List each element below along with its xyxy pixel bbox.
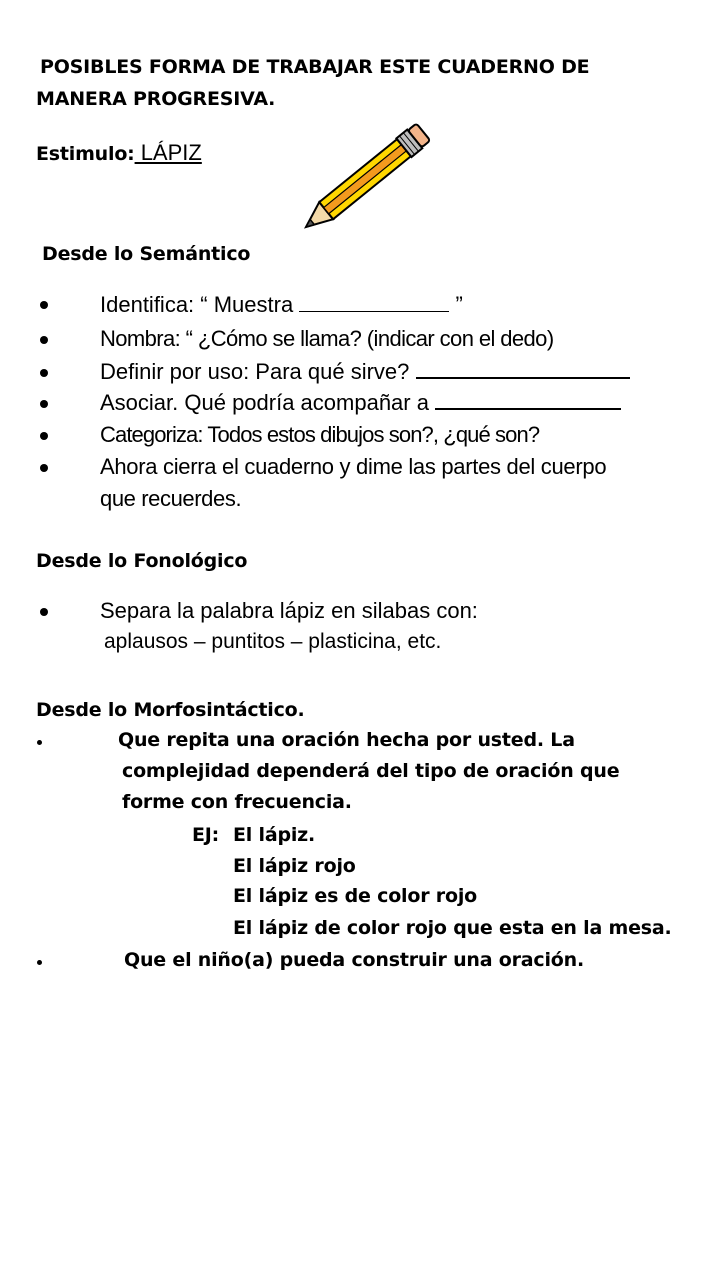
- bullet-dot: [37, 740, 42, 745]
- bullet-dot: [40, 464, 48, 472]
- morfo-item-1-line1: Que repita una oración hecha por usted. La: [118, 729, 575, 751]
- example-label: EJ:: [192, 824, 220, 846]
- morfo-item-1-line3: forme con frecuencia.: [122, 791, 352, 813]
- stimulus-line: [36, 140, 202, 166]
- bullet-dot: [40, 432, 48, 440]
- answer-blank: [435, 390, 621, 410]
- semantico-item-4-text: Asociar. Qué podría acompañar a: [100, 390, 429, 415]
- bullet-dot: [40, 336, 48, 344]
- morfo-item-2: Que el niño(a) pueda construir una oración.: [124, 949, 584, 971]
- bullet-dot: [37, 960, 42, 965]
- pencil-icon: [296, 122, 436, 232]
- semantico-item-3-text: Definir por uso: Para qué sirve?: [100, 359, 410, 384]
- section-heading-morfosintactico: Desde lo Morfosintáctico.: [36, 699, 305, 721]
- semantico-item-6-continuation: que recuerdes.: [100, 486, 242, 511]
- example-2: El lápiz rojo: [233, 855, 356, 877]
- stimulus-value: LÁPIZ: [134, 140, 202, 165]
- semantico-item-1-text: Identifica: “ Muestra: [100, 292, 294, 317]
- page-title-line2: MANERA PROGRESIVA.: [36, 88, 276, 110]
- example-4: El lápiz de color rojo que esta en la mesa.: [233, 917, 672, 939]
- semantico-item-2: Nombra: “ ¿Cómo se llama? (indicar con el dedo): [100, 326, 554, 351]
- answer-blank: [416, 359, 630, 379]
- semantico-item-5: Categoriza: Todos estos dibujos son?, ¿qué son?: [100, 422, 540, 447]
- page-title-line1: POSIBLES FORMA DE TRABAJAR ESTE CUADERNO DE: [40, 56, 590, 78]
- semantico-item-6: Ahora cierra el cuaderno y dime las partes del cuerpo: [100, 454, 607, 479]
- bullet-dot: [40, 301, 48, 309]
- morfo-item-1-line2: complejidad dependerá del tipo de oración que: [122, 760, 620, 782]
- semantico-item-1: [100, 292, 463, 318]
- example-3: El lápiz es de color rojo: [233, 885, 477, 907]
- section-heading-semantico: Desde lo Semántico: [42, 243, 251, 265]
- semantico-item-1-close-quote: ”: [455, 292, 463, 317]
- section-heading-fonologico: Desde lo Fonológico: [36, 550, 248, 572]
- example-1: El lápiz.: [233, 824, 316, 846]
- stimulus-label: Estimulo:: [36, 143, 135, 165]
- bullet-dot: [40, 608, 48, 616]
- semantico-item-4: [100, 390, 621, 416]
- fonologico-item: Separa la palabra lápiz en silabas con:: [100, 598, 478, 623]
- fonologico-item-continuation: aplausos – puntitos – plasticina, etc.: [104, 630, 442, 653]
- semantico-item-3: [100, 359, 630, 385]
- answer-blank: [299, 293, 449, 312]
- bullet-dot: [40, 369, 48, 377]
- bullet-dot: [40, 400, 48, 408]
